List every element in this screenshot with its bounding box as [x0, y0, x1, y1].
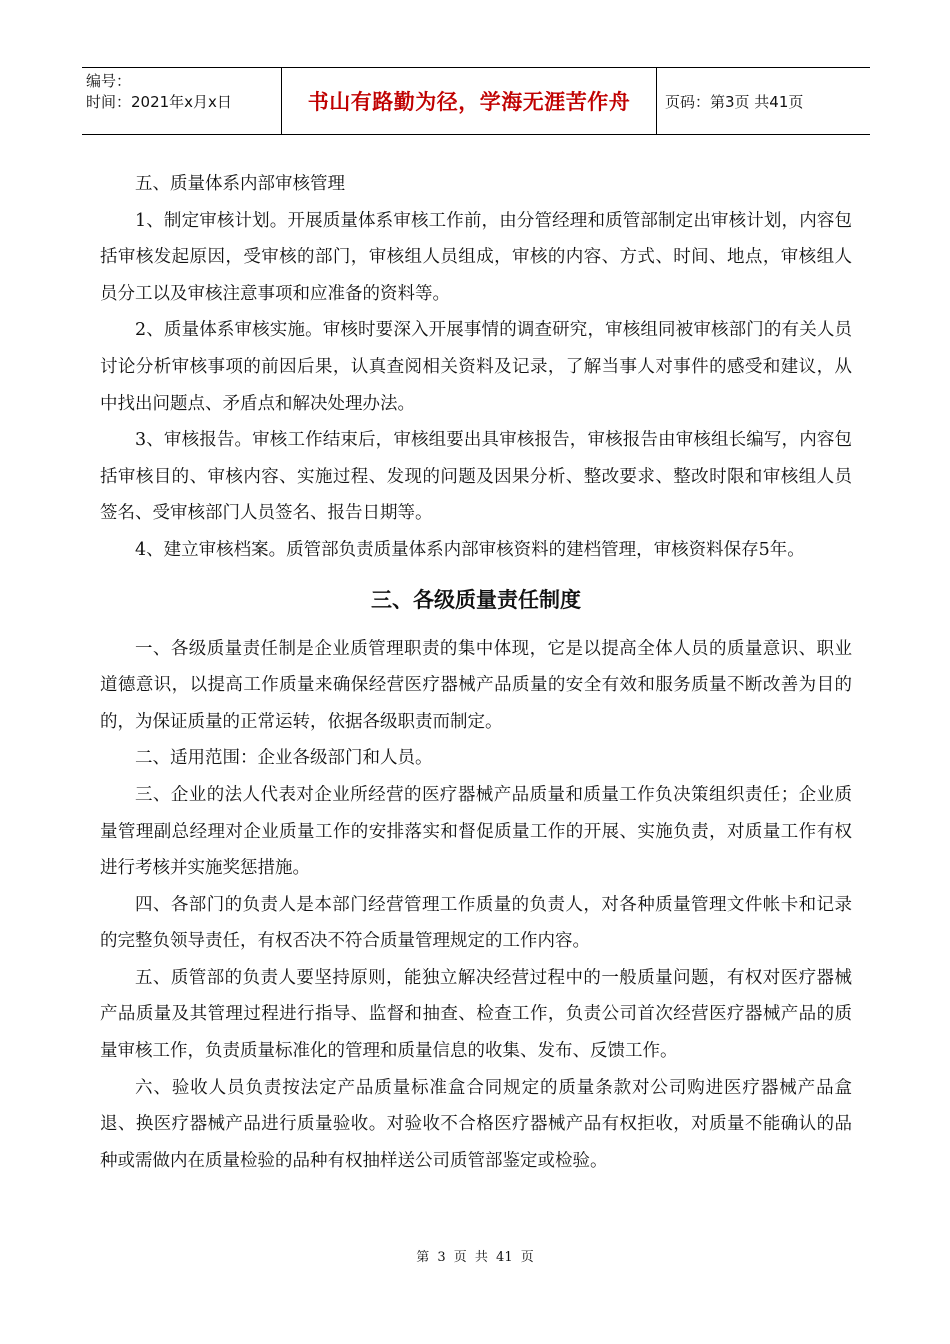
- paragraph: 2、质量体系审核实施。审核时要深入开展事情的调查研究，审核组同被审核部门的有关人员讨论分析审核事项的前因后果，认真查阅相关资料及记录，了解当事人对事件的感受和建议，从中找出问题点、矛盾点和解决处理办法。: [100, 320, 852, 414]
- section-title: 三、各级质量责任制度: [371, 587, 581, 612]
- paragraph: 4、建立审核档案。质管部负责质量体系内部审核资料的建档管理，审核资料保存5年。: [135, 539, 805, 560]
- header-page-number: 页码：第3页 共41页: [665, 92, 804, 111]
- paragraph: 二、适用范围：企业各级部门和人员。: [135, 748, 433, 769]
- paragraph: 五、质管部的负责人要坚持原则，能独立解决经营过程中的一般质量问题，有权对医疗器械产品质量及其管理过程进行指导、监督和抽查、检查工作，负责公司首次经营医疗器械产品的质量审核工作，负责质量标准化的管理和质量信息的收集、发布、反馈工作。: [100, 967, 852, 1062]
- header-meta: [82, 68, 282, 134]
- paragraph: 1、制定审核计划。开展质量体系审核工作前，由分管经理和质管部制定出审核计划，内容包括审核发起原因，受审核的部门，审核组人员组成，审核的内容、方式、时间、地点，审核组人员分工以及审核注意事项和应准备的资料等。: [100, 210, 852, 304]
- document-number-label: 编号：: [86, 72, 132, 90]
- header-slogan: 书山有路勤为径，学海无涯苦作舟: [282, 68, 657, 134]
- paragraph: 六、验收人员负责按法定产品质量标准盒合同规定的质量条款对公司购进医疗器械产品盒退、换医疗器械产品进行质量验收。对验收不合格医疗器械产品有权拒收，对质量不能确认的品种或需做内在质量检验的品种有权抽样送公司质管部鉴定或检验。: [100, 1077, 852, 1171]
- paragraph: 四、各部门的负责人是本部门经营管理工作质量的负责人，对各种质量管理文件帐卡和记录的完整负领导责任，有权否决不符合质量管理规定的工作内容。: [100, 894, 852, 952]
- document-date-label: 时间：2021年x月x日: [86, 93, 232, 111]
- paragraph: 3、审核报告。审核工作结束后，审核组要出具审核报告，审核报告由审核组长编写，内容包括审核目的、审核内容、实施过程、发现的问题及因果分析、整改要求、整改时限和审核组人员签名、受审核部门人员签名、报告日期等。: [100, 430, 852, 524]
- paragraph: 五、质量体系内部审核管理: [135, 174, 345, 194]
- page-footer: 第 3 页 共 41 页: [416, 1250, 534, 1265]
- paragraph: 三、企业的法人代表对企业所经营的医疗器械产品质量和质量工作负决策组织责任；企业质量管理副总经理对企业质量工作的安排落实和督促质量工作的开展、实施负责，对质量工作有权进行考核并实施奖惩措施。: [100, 784, 852, 879]
- page-header: [82, 67, 870, 135]
- paragraph: 一、各级质量责任制是企业质管理职责的集中体现，它是以提高全体人员的质量意识、职业道德意识，以提高工作质量来确保经营医疗器械产品质量的安全有效和服务质量不断改善为目的的，为保证质量的正常运转，依据各级职责而制定。: [100, 638, 852, 732]
- document-body: [100, 166, 852, 1179]
